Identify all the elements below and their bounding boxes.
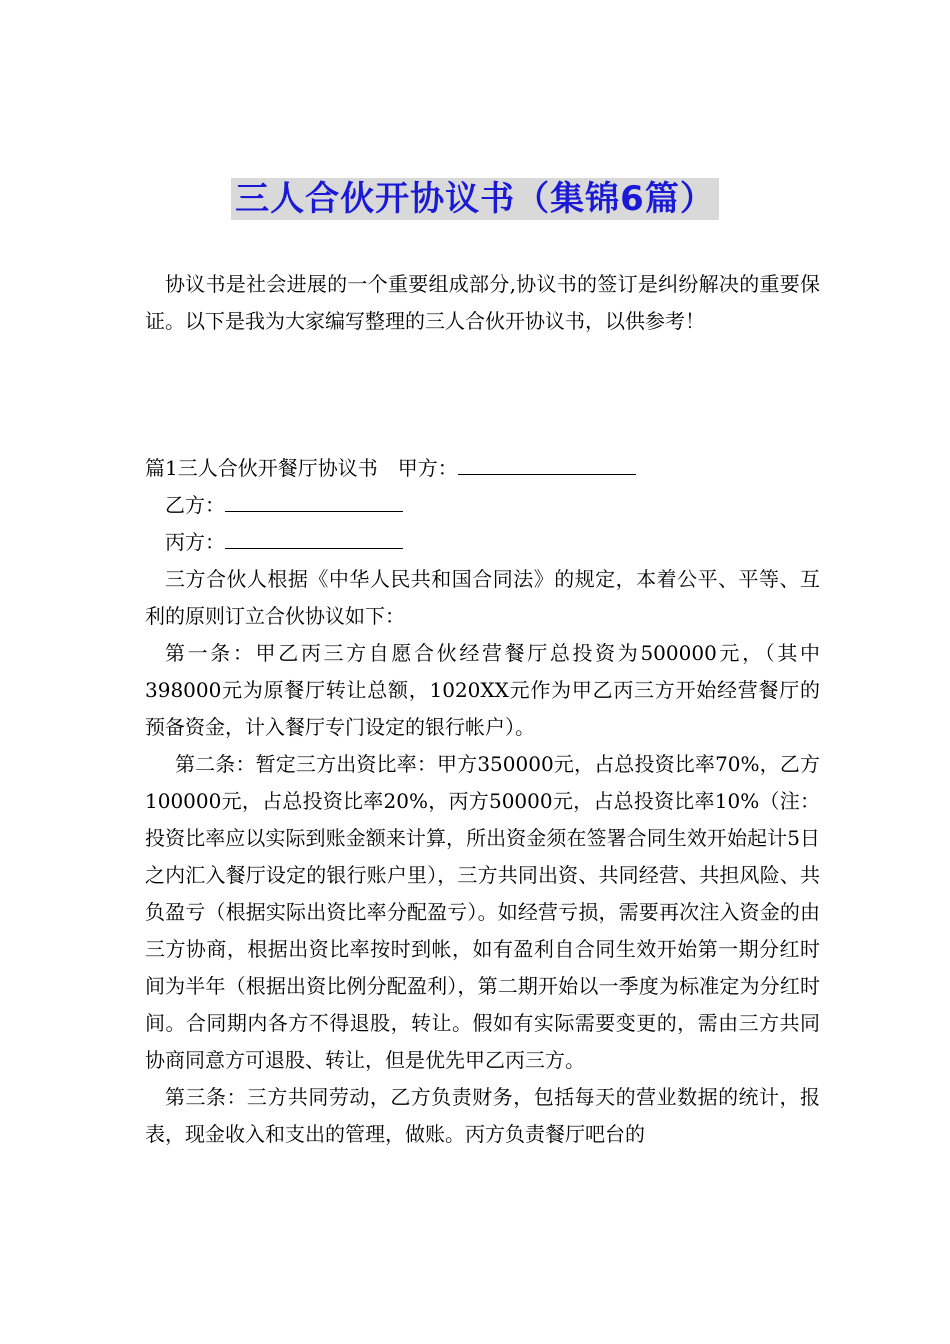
document-title: 三人合伙开协议书（集锦6篇） bbox=[231, 178, 719, 220]
intro-section bbox=[145, 266, 820, 340]
party-c-line bbox=[145, 524, 820, 561]
article-heading-line bbox=[145, 450, 820, 487]
party-b-label: 乙方： bbox=[165, 493, 225, 517]
party-a-blank bbox=[458, 456, 636, 475]
article-heading: 篇1三人合伙开餐厅协议书 bbox=[145, 456, 378, 480]
preamble-paragraph: 三方合伙人根据《中华人民共和国合同法》的规定，本着公平、平等、互利的原则订立合伙协议如下： bbox=[145, 567, 820, 628]
title-wrap bbox=[0, 178, 950, 220]
clause-2: 第二条：暂定三方出资比率：甲方350000元，占总投资比率70%，乙方100000元，占总投资比率20%，丙方50000元，占总投资比率10%（注：投资比率应以实际到账金额来计算，所出资金须在签署合同生效开始起计5日之内汇入餐厅设定的银行账户里），三方共同出资、共同经营、共担风险、共负盈亏（根据实际出资比率分配盈亏）。如经营亏损，需要再次注入资金的由三方协商，根据出资比率按时到帐，如有盈利自合同生效开始第一期分红时间为半年（根据出资比例分配盈利），第二期开始以一季度为标准定为分红时间。合同期内各方不得退股，转让。假如有实际需要变更的，需由三方共同协商同意方可退股、转让，但是优先甲乙丙三方。 bbox=[145, 752, 820, 1072]
party-b-line bbox=[145, 487, 820, 524]
party-c-blank bbox=[225, 530, 403, 549]
clause-3: 第三条：三方共同劳动，乙方负责财务，包括每天的营业数据的统计，报表，现金收入和支出的管理，做账。丙方负责餐厅吧台的 bbox=[145, 1085, 820, 1146]
intro-paragraph: 协议书是社会进展的一个重要组成部分,协议书的签订是纠纷解决的重要保证。以下是我为大家编写整理的三人合伙开协议书，以供参考！ bbox=[145, 272, 820, 333]
party-c-label: 丙方： bbox=[165, 530, 225, 554]
clause-1: 第一条：甲乙丙三方自愿合伙经营餐厅总投资为500000元，（其中398000元为原餐厅转让总额，1020XX元作为甲乙丙三方开始经营餐厅的预备资金，计入餐厅专门设定的银行帐户）。 bbox=[145, 641, 820, 739]
agreement-body bbox=[145, 450, 820, 1153]
party-a-label: 甲方： bbox=[397, 456, 458, 480]
party-b-blank bbox=[225, 493, 403, 512]
